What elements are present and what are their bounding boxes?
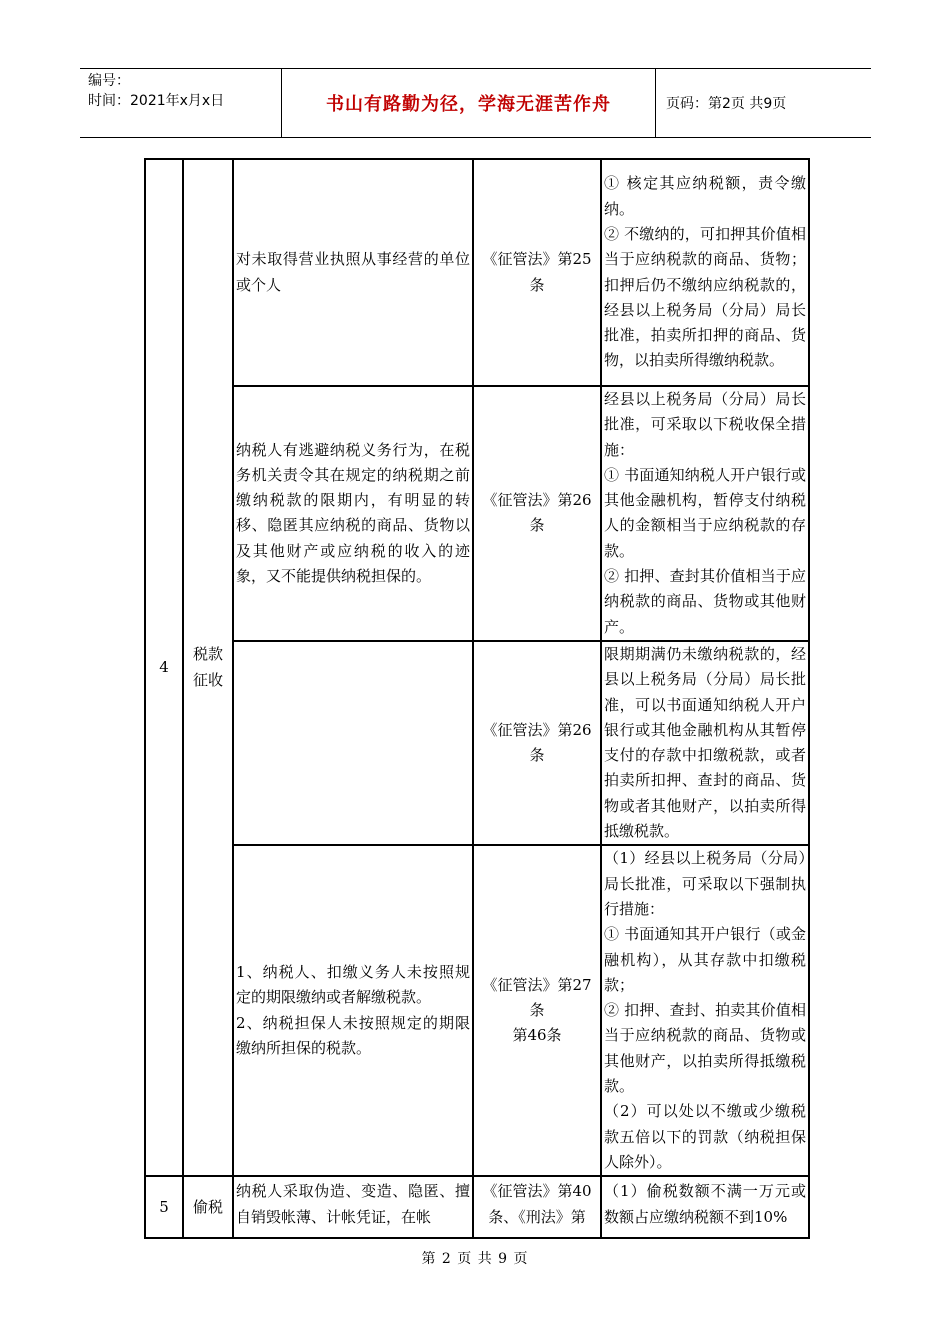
action-line: （1）经县以上税务局（分局）局长批准，可采取以下强制执行措施： xyxy=(604,849,806,918)
number-label: 编号： xyxy=(88,73,130,89)
regulation-table xyxy=(144,158,810,1239)
condition-cell: 纳税人采取伪造、变造、隐匿、擅自销毁帐薄、计帐凭证，在帐 xyxy=(233,1176,473,1238)
header-meta xyxy=(80,69,282,137)
table-row xyxy=(145,159,809,386)
condition-cell xyxy=(233,641,473,845)
action-cell xyxy=(601,845,809,1176)
law-cell: 《征管法》第26条 xyxy=(473,641,601,845)
law-cell: 《征管法》第40条、《刑法》第 xyxy=(473,1176,601,1238)
law-cell xyxy=(473,845,601,1176)
table-row xyxy=(145,845,809,1176)
action-line: ① 书面通知纳税人开户银行或其他金融机构，暂停支付纳税人的金额相当于应纳税款的存款。 xyxy=(604,465,806,560)
action-line: ② 扣押、查封其价值相当于应纳税款的商品、货物或其他财产。 xyxy=(604,567,806,636)
law-cell: 《征管法》第26条 xyxy=(473,386,601,641)
condition-line: 2、纳税担保人未按照规定的期限缴纳所担保的税款。 xyxy=(236,1013,470,1058)
header-motto: 书山有路勤为径，学海无涯苦作舟 xyxy=(282,69,656,137)
row-number: 5 xyxy=(145,1176,183,1238)
table-row xyxy=(145,386,809,641)
table-row xyxy=(145,1176,809,1238)
page-header xyxy=(80,68,871,138)
action-cell xyxy=(601,641,809,845)
condition-cell: 纳税人有逃避纳税义务行为，在税务机关责令其在规定的纳税期之前缴纳税款的限期内，有明显的转移、隐匿其应纳税的商品、货物以及其他财产或应纳税的收入的迹象，又不能提供纳税担保的。 xyxy=(233,386,473,641)
row-category: 偷税 xyxy=(183,1176,233,1238)
law-line: 《征管法》第27条 xyxy=(482,975,592,1020)
action-line: 经县以上税务局（分局）局长批准，可采取以下税收保全措施： xyxy=(604,390,806,459)
condition-cell: 对未取得营业执照从事经营的单位或个人 xyxy=(233,159,473,386)
condition-cell xyxy=(233,845,473,1176)
action-line: ① 核定其应纳税额，责令缴纳。 xyxy=(604,174,806,218)
time-label: 时间：2021年x月x日 xyxy=(88,93,225,109)
condition-line: 1、纳税人、扣缴义务人未按照规定的期限缴纳或者解缴税款。 xyxy=(236,963,470,1007)
action-line: ② 扣押、查封、拍卖其价值相当于应纳税款的商品、货物或其他财产，以拍卖所得抵缴税款。 xyxy=(604,1001,806,1096)
law-line: 第46条 xyxy=(512,1026,562,1045)
law-cell: 《征管法》第25条 xyxy=(473,159,601,386)
table-row xyxy=(145,641,809,845)
action-line: 限期期满仍未缴纳税款的，经县以上税务局（分局）局长批准，可以书面通知纳税人开户银行或其他金融机构从其暂停支付的存款中扣缴税款，或者拍卖所扣押、查封的商品、货物或者其他财产，以拍卖所得抵缴税款。 xyxy=(604,644,806,841)
row-category xyxy=(183,159,233,1176)
page-footer: 第 2 页 共 9 页 xyxy=(421,1251,529,1267)
action-cell: （1）偷税数额不满一万元或数额占应缴纳税额不到10% xyxy=(601,1176,809,1238)
category-text: 税款征收 xyxy=(192,645,223,689)
action-line: （2）可以处以不缴或少缴税款五倍以下的罚款（纳税担保人除外）。 xyxy=(604,1102,806,1171)
action-cell xyxy=(601,386,809,641)
header-page-info: 页码：第2页 共9页 xyxy=(666,96,787,112)
row-number: 4 xyxy=(145,159,183,1176)
action-line: ① 书面通知其开户银行（或金融机构），从其存款中扣缴税款； xyxy=(604,925,806,994)
action-line: ② 不缴纳的，可扣押其价值相当于应纳税款的商品、货物；扣押后仍不缴纳应纳税款的，经县以上税务局（分局）局长批准，拍卖所扣押的商品、货物，以拍卖所得缴纳税款。 xyxy=(604,224,806,370)
action-cell xyxy=(601,159,809,386)
